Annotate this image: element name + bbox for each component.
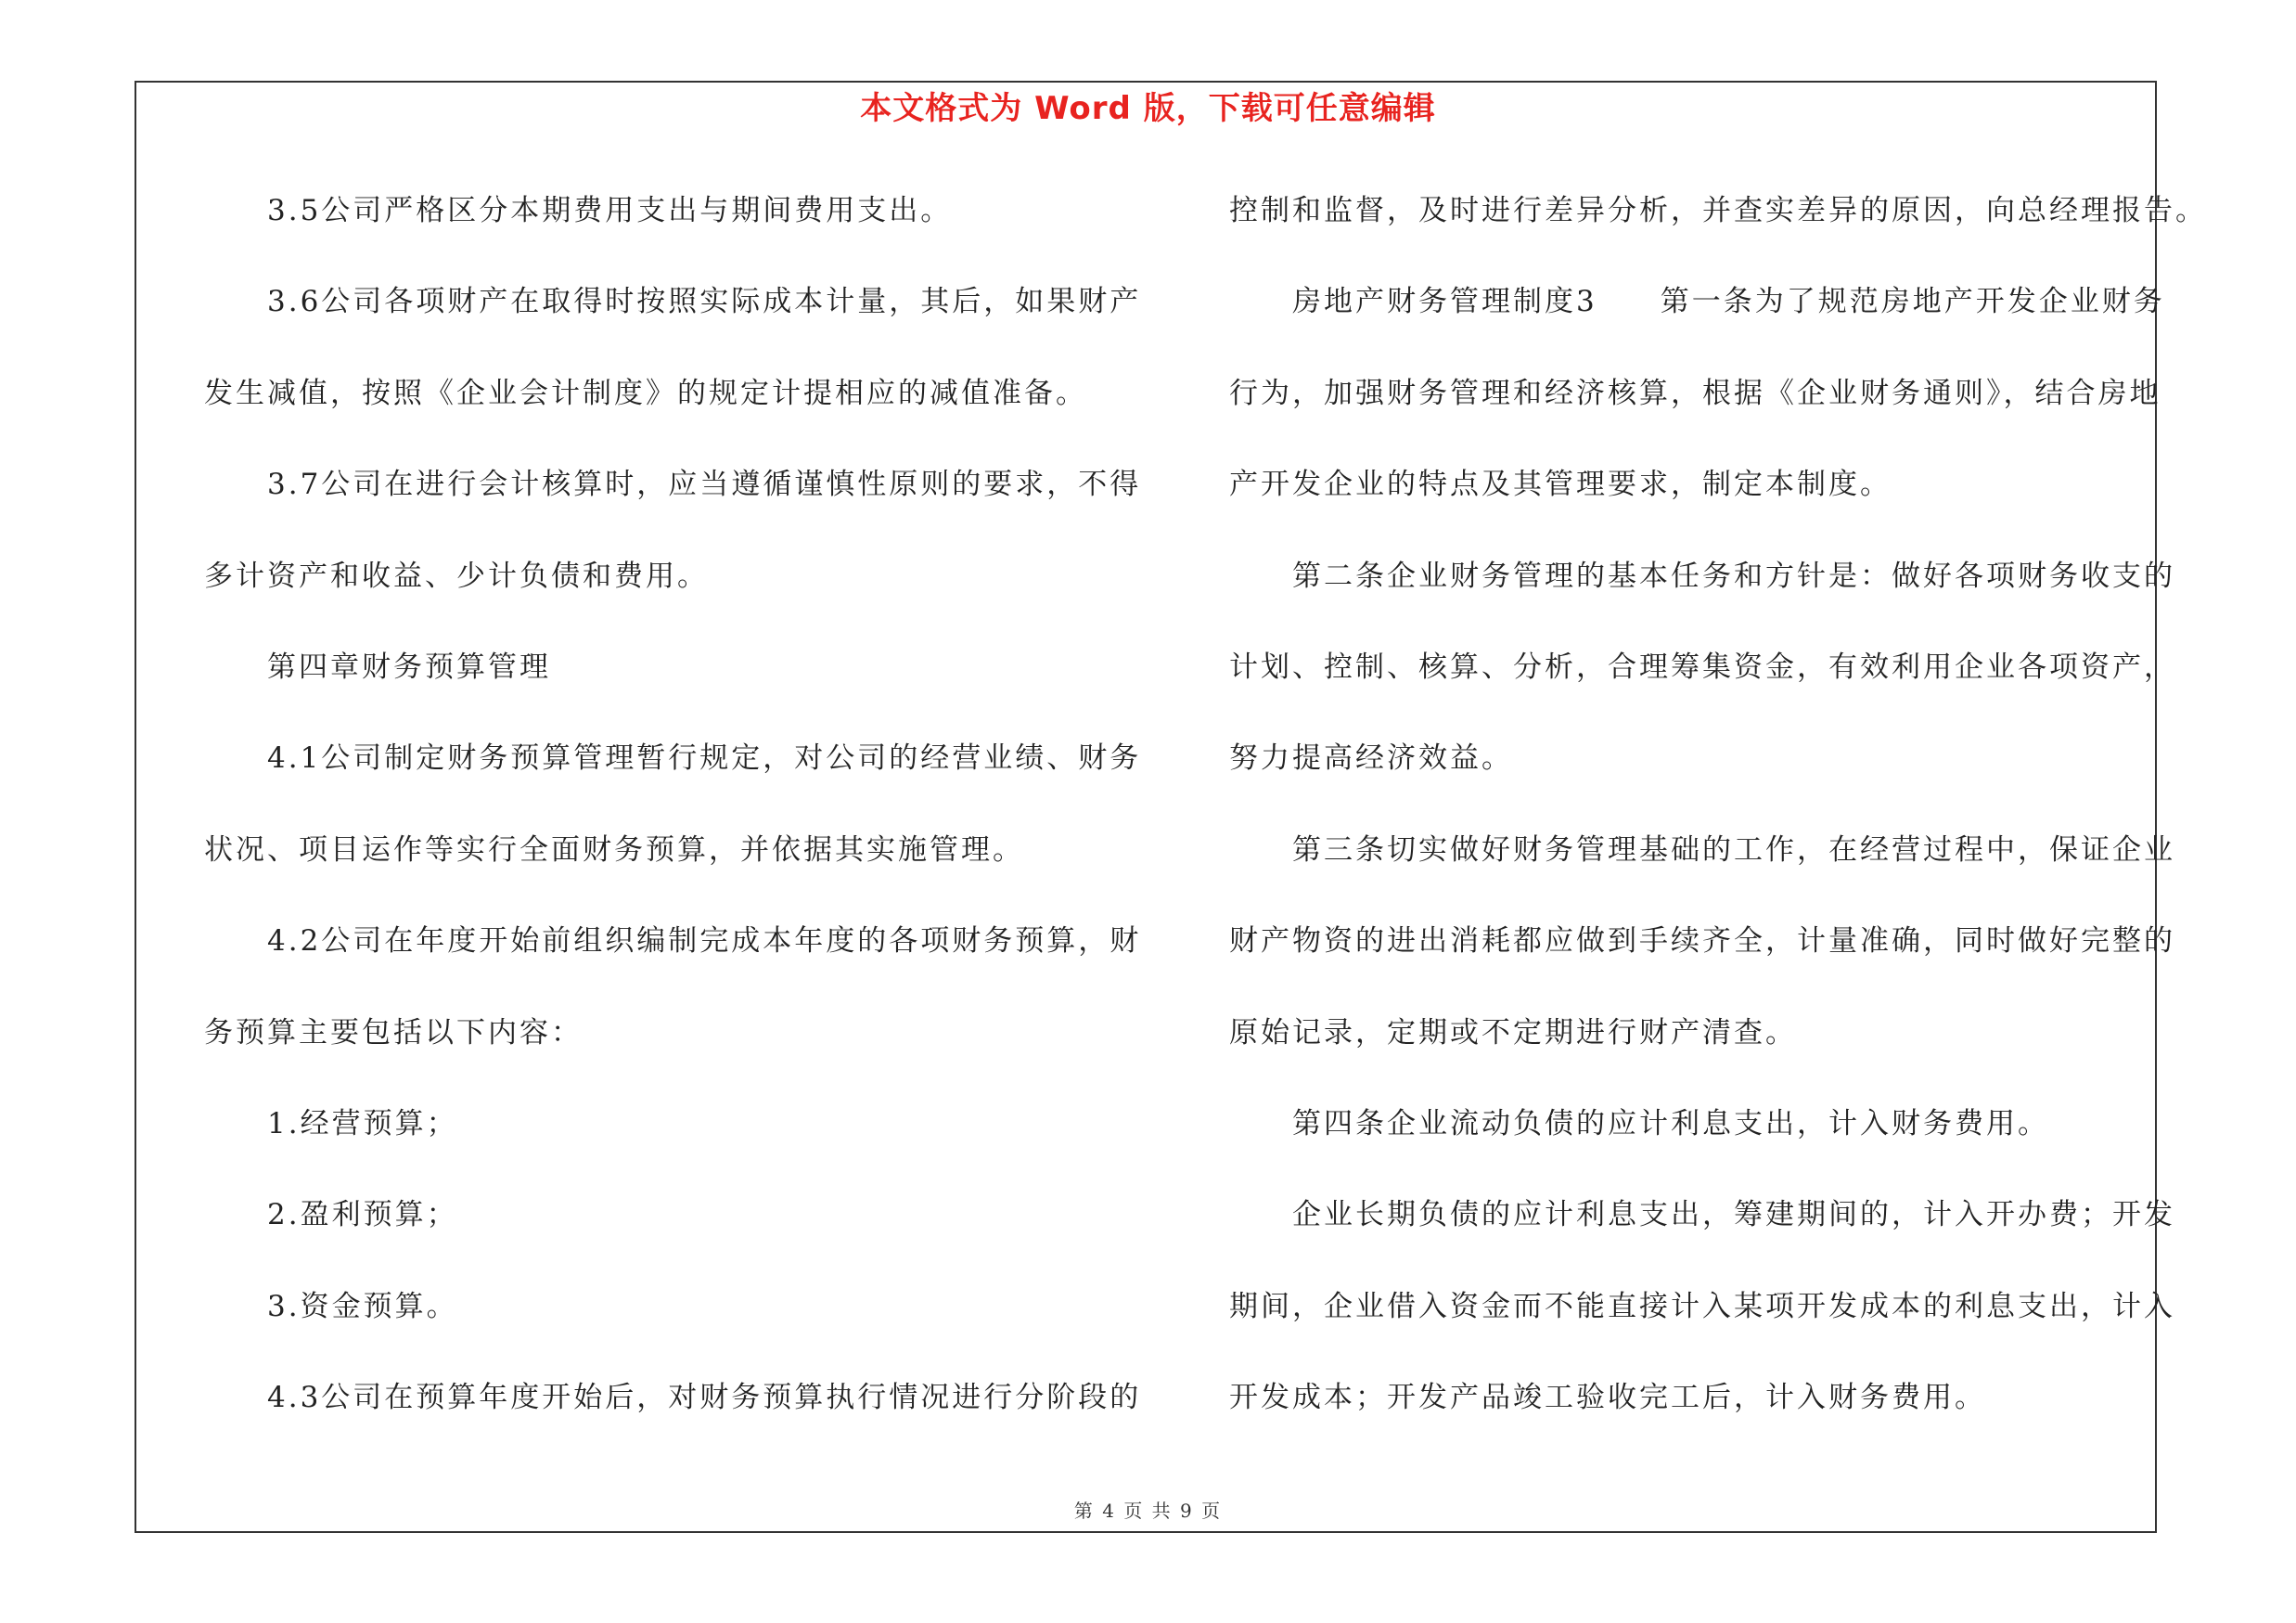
text-line: 3.6公司各项财产在取得时按照实际成本计量，其后，如果财产 bbox=[267, 285, 1142, 319]
text-line: 控制和监督，及时进行差异分析，并查实差异的原因，向总经理报告。 bbox=[1229, 194, 2207, 227]
text-line: 发生减值，按照《企业会计制度》的规定计提相应的减值准备。 bbox=[204, 376, 1087, 410]
text-line: 3.7公司在进行会计核算时，应当遵循谨慎性原则的要求，不得 bbox=[267, 468, 1142, 502]
right-column bbox=[1229, 188, 2207, 1466]
text-line: 状况、项目运作等实行全面财务预算，并依据其实施管理。 bbox=[204, 832, 1024, 867]
text-line: 房地产财务管理制度3 第一条为了规范房地产开发企业财务 bbox=[1292, 285, 2165, 319]
text-line: 产开发企业的特点及其管理要求，制定本制度。 bbox=[1229, 468, 1892, 502]
text-line: 努力提高经济效益。 bbox=[1229, 741, 1513, 776]
text-line: 第四条企业流动负债的应计利息支出，计入财务费用。 bbox=[1292, 1106, 2049, 1140]
text-line: 多计资产和收益、少计负债和费用。 bbox=[204, 559, 709, 593]
text-line: 第三条切实做好财务管理基础的工作，在经营过程中，保证企业 bbox=[1292, 832, 2175, 867]
text-line: 4.2公司在年度开始前组织编制完成本年度的各项财务预算，财 bbox=[267, 924, 1142, 959]
text-line: 企业长期负债的应计利息支出，筹建期间的，计入开办费；开发 bbox=[1292, 1198, 2175, 1232]
text-line: 开发成本；开发产品竣工验收完工后，计入财务费用。 bbox=[1229, 1381, 1986, 1415]
left-column bbox=[204, 188, 1142, 1466]
text-line: 期间，企业借入资金而不能直接计入某项开发成本的利息支出，计入 bbox=[1229, 1289, 2175, 1323]
text-line: 务预算主要包括以下内容： bbox=[204, 1015, 583, 1050]
text-line: 财产物资的进出消耗都应做到手续齐全，计量准确，同时做好完整的 bbox=[1229, 924, 2175, 959]
text-line: 第四章财务预算管理 bbox=[267, 650, 551, 684]
text-line: 4.1公司制定财务预算管理暂行规定，对公司的经营业绩、财务 bbox=[267, 741, 1142, 776]
text-line: 2.盈利预算； bbox=[267, 1198, 458, 1232]
text-line: 4.3公司在预算年度开始后，对财务预算执行情况进行分阶段的 bbox=[267, 1381, 1142, 1415]
text-line: 第二条企业财务管理的基本任务和方针是：做好各项财务收支的 bbox=[1292, 559, 2175, 593]
text-line: 计划、控制、核算、分析，合理筹集资金，有效利用企业各项资产， bbox=[1229, 650, 2175, 684]
text-line: 3.5公司严格区分本期费用支出与期间费用支出。 bbox=[267, 194, 953, 227]
page-number-footer: 第 4 页 共 9 页 bbox=[1073, 1500, 1223, 1522]
format-banner: 本文格式为 Word 版，下载可任意编辑 bbox=[860, 90, 1436, 127]
text-line: 行为，加强财务管理和经济核算，根据《企业财务通则》，结合房地 bbox=[1229, 376, 2161, 410]
text-line: 1.经营预算； bbox=[267, 1106, 458, 1140]
text-line: 原始记录，定期或不定期进行财产清查。 bbox=[1229, 1015, 1797, 1050]
text-line: 3.资金预算。 bbox=[267, 1289, 458, 1323]
